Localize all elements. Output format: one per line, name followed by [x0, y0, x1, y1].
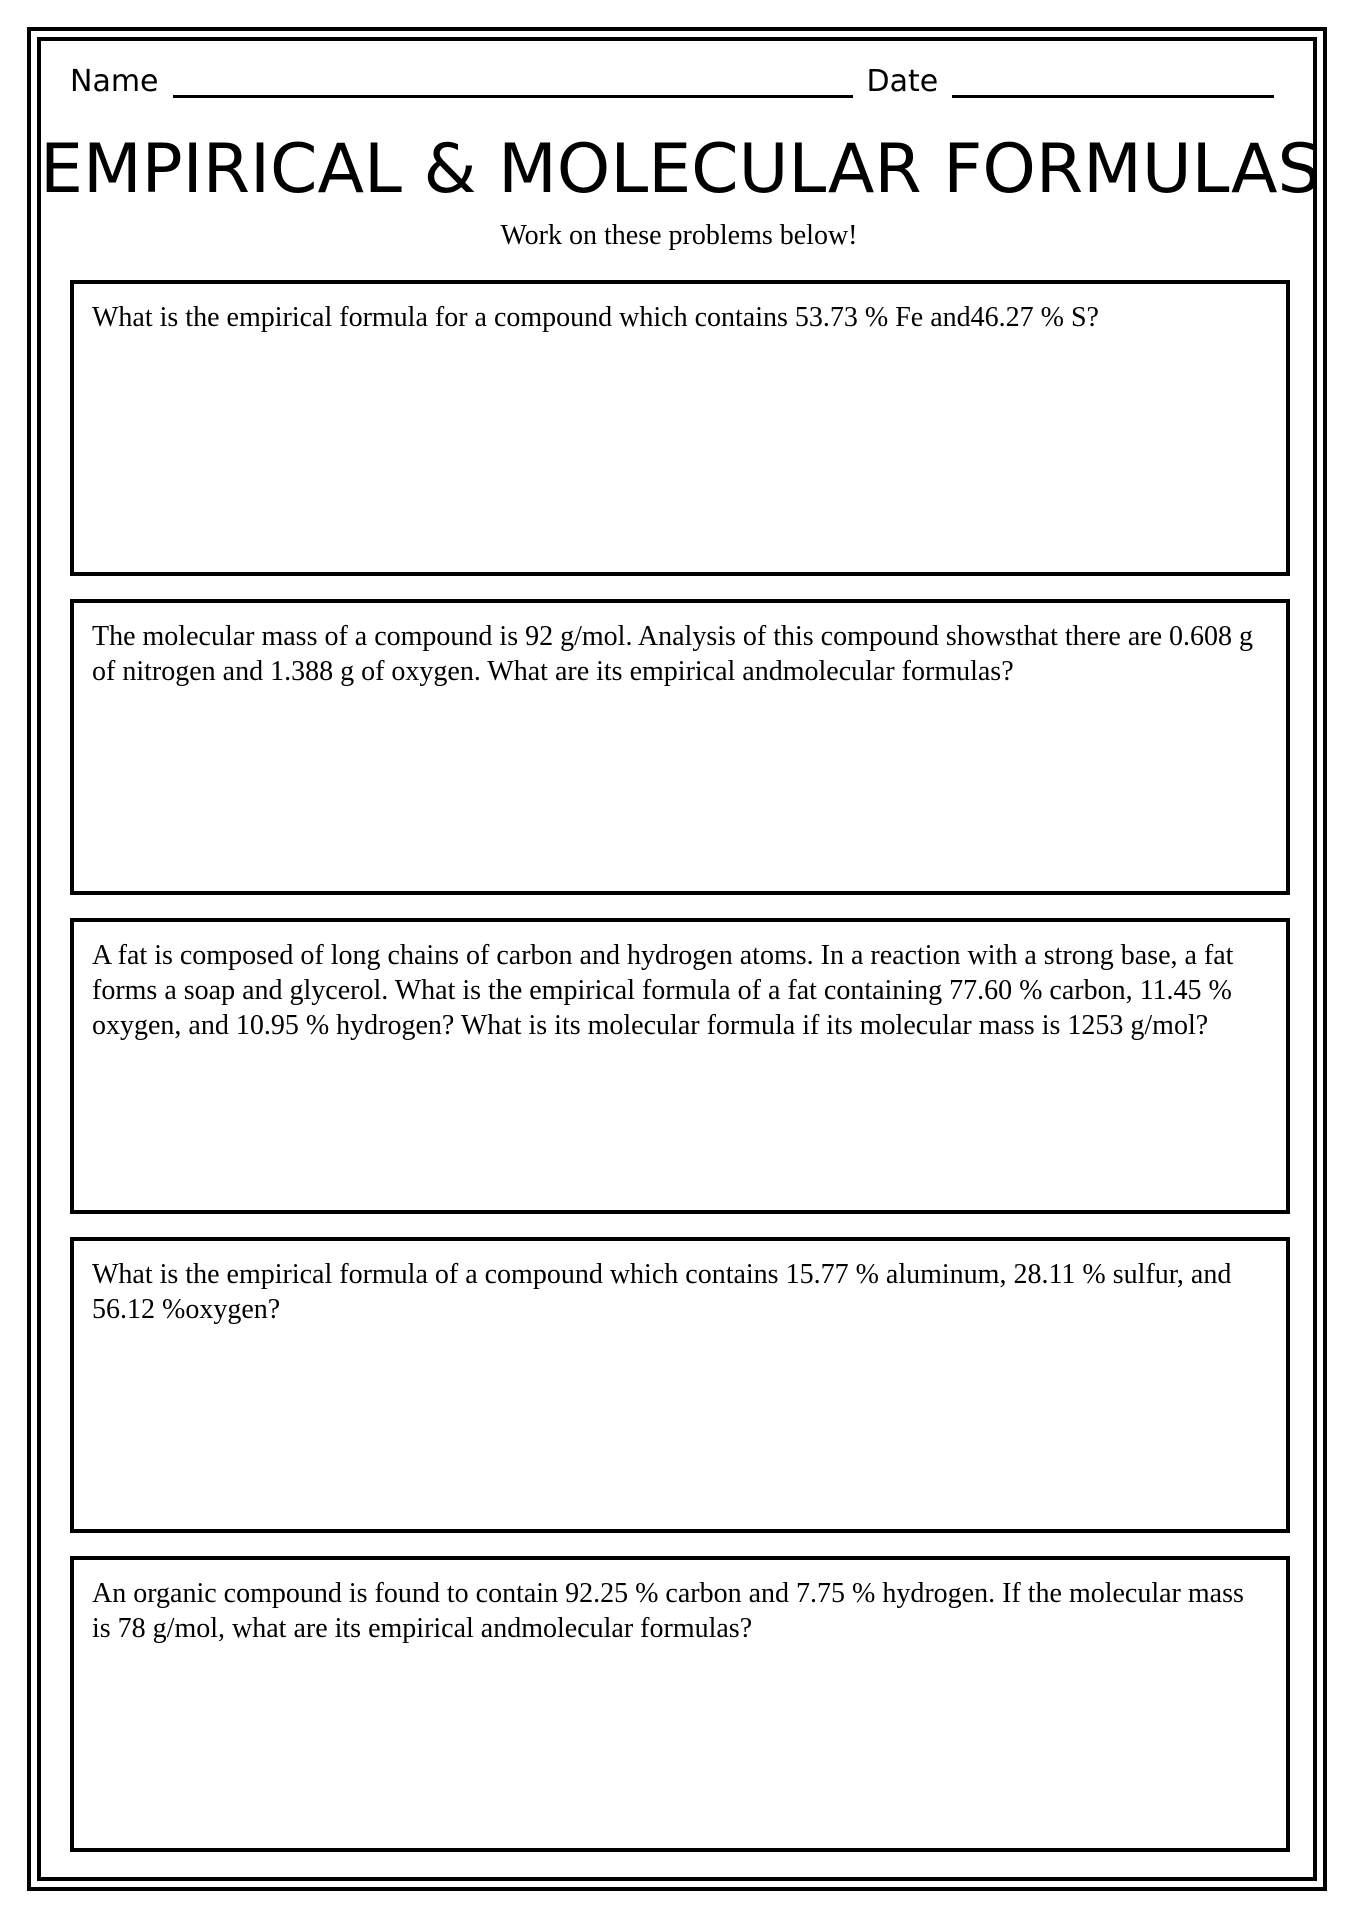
problem-box-4[interactable]	[70, 1237, 1290, 1533]
page-title: EMPIRICAL & MOLECULAR FORMULAS	[40, 130, 1321, 209]
problem-box-1[interactable]	[70, 280, 1290, 576]
problem-text-3: A fat is composed of long chains of carbon and hydrogen atoms. In a reaction with a strong base, a fat forms a soap and glycerol. What is the empirical formula of a fat containing 77.60 % carbon, 11.45 % oxygen, and 10.95 % hydrogen? What is its molecular formula if its molecular mass is 1253 g/mol?	[92, 940, 1234, 1041]
name-label: Name	[70, 64, 159, 99]
problem-text-5: An organic compound is found to contain 92.25 % carbon and 7.75 % hydrogen. If the molecular mass is 78 g/mol, what are its empirical andmolecular formulas?	[92, 1578, 1244, 1644]
problem-box-3[interactable]	[70, 918, 1290, 1214]
problem-text-1: What is the empirical formula for a compound which contains 53.73 % Fe and46.27 % S?	[92, 302, 1099, 333]
problem-box-2[interactable]	[70, 599, 1290, 895]
problem-text-2: The molecular mass of a compound is 92 g/mol. Analysis of this compound showsthat there are 0.608 g of nitrogen and 1.388 g of oxygen. What are its empirical andmolecular formulas?	[92, 621, 1254, 687]
date-label: Date	[866, 64, 939, 99]
problem-box-5[interactable]	[70, 1556, 1290, 1852]
page-subtitle: Work on these problems below!	[500, 220, 858, 251]
problem-text-4: What is the empirical formula of a compound which contains 15.77 % aluminum, 28.11 % sulfur, and 56.12 %oxygen?	[92, 1259, 1232, 1325]
name-date-row	[70, 62, 1290, 102]
name-blank-line[interactable]	[173, 62, 853, 98]
date-blank-line[interactable]	[952, 62, 1274, 98]
